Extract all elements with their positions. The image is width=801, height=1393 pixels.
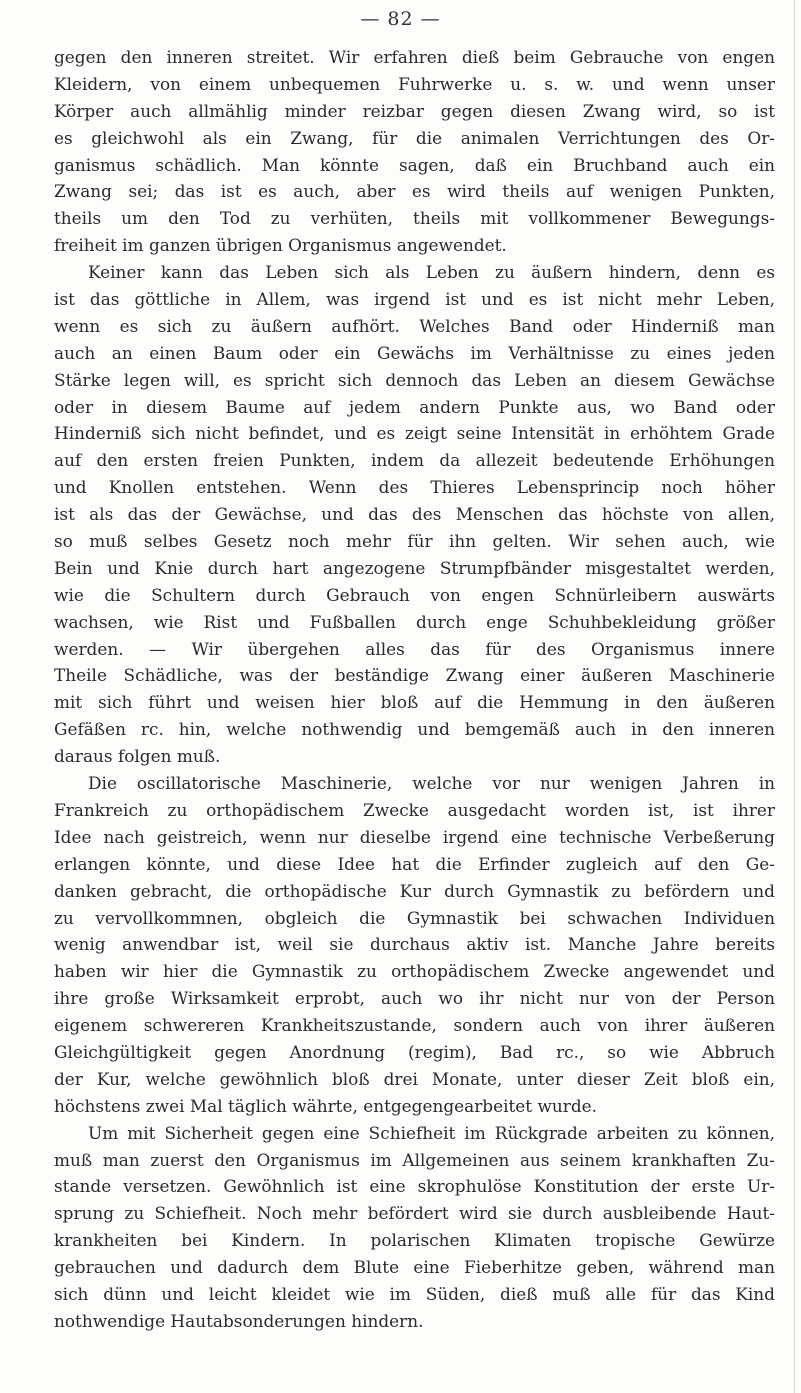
paragraph-end-line: nothwendige Hautabsonderungen hindern. (54, 1310, 424, 1331)
text-line: Frankreich zu orthopädischem Zwecke ausgedacht worden ist, ist ihrer (54, 799, 775, 820)
text-line: Idee nach geistreich, wenn nur dieselbe irgend eine technische Verbeßerung (54, 826, 775, 847)
text-line: werden. — Wir übergehen alles das für des Organismus innere (54, 638, 775, 659)
text-line: auch an einen Baum oder ein Gewächs im Verhältnisse zu eines jeden (54, 342, 775, 363)
text-line: sich dünn und leicht kleidet wie im Süden, dieß muß alle für das Kind (54, 1283, 775, 1304)
text-line: gebrauchen und dadurch dem Blute eine Fieberhitze geben, während man (54, 1257, 775, 1278)
text-line: ist als das der Gewächse, und das des Menschen das höchste von allen, (54, 504, 775, 525)
paragraph-start-line: Keiner kann das Leben sich als Leben zu äußern hindern, denn es (88, 262, 775, 283)
paragraph-end-line: freiheit im ganzen übrigen Organismus angewendet. (54, 235, 507, 256)
text-line: eigenem schwereren Krankheitszustande, sondern auch von ihrer äußeren (54, 1015, 775, 1036)
text-line: auf den ersten freien Punkten, indem da allezeit bedeutende Erhöhungen (54, 450, 775, 471)
text-line: Körper auch allmählig minder reizbar gegen diesen Zwang wird, so ist (54, 100, 775, 121)
text-line: wachsen, wie Rist und Fußballen durch enge Schuhbekleidung größer (54, 611, 775, 632)
text-line: wenig anwendbar ist, weil sie durchaus aktiv ist. Manche Jahre bereits (54, 934, 775, 955)
text-line: erlangen könnte, und diese Idee hat die Erfinder zugleich auf den Ge- (54, 853, 775, 874)
text-line: und Knollen entstehen. Wenn des Thieres Lebensprincip noch höher (54, 477, 775, 498)
text-line: wie die Schultern durch Gebrauch von engen Schnürleibern auswärts (54, 584, 775, 605)
text-line: oder in diesem Baume auf jedem andern Punkte aus, wo Band oder (54, 396, 775, 417)
text-line: haben wir hier die Gymnastik zu orthopädischem Zwecke angewendet und (54, 961, 775, 982)
paragraph-end-line: daraus folgen muß. (54, 746, 221, 767)
text-line: es gleichwohl als ein Zwang, für die animalen Verrichtungen des Or- (54, 127, 775, 148)
paragraph-end-line: höchstens zwei Mal täglich währte, entgegengearbeitet wurde. (54, 1095, 598, 1116)
text-line: ganismus schädlich. Man könnte sagen, daß ein Bruchband auch ein (54, 154, 775, 175)
text-line: Kleidern, von einem unbequemen Fuhrwerke u. s. w. und wenn unser (54, 73, 775, 94)
text-line: mit sich führt und weisen hier bloß auf die Hemmung in den äußeren (54, 692, 775, 713)
text-line: gegen den inneren streitet. Wir erfahren dieß beim Gebrauche von engen (54, 47, 775, 67)
paragraph-start-line: Um mit Sicherheit gegen eine Schiefheit im Rückgrade arbeiten zu können, (88, 1122, 775, 1143)
page-number: — 82 — (360, 8, 441, 30)
text-line: der Kur, welche gewöhnlich bloß drei Monate, unter dieser Zeit bloß ein, (54, 1068, 775, 1089)
text-line: Stärke legen will, es spricht sich dennoch das Leben an diesem Gewächse (54, 369, 775, 390)
page-edge-line (794, 0, 795, 1393)
text-line: ist das göttliche in Allem, was irgend ist und es ist nicht mehr Leben, (54, 289, 775, 310)
text-line: so muß selbes Gesetz noch mehr für ihn gelten. Wir sehen auch, wie (54, 531, 775, 552)
text-line: sprung zu Schiefheit. Noch mehr befördert wird sie durch ausbleibende Haut- (54, 1203, 775, 1224)
body-text (54, 44, 775, 1335)
text-line: theils um den Tod zu verhüten, theils mit vollkommener Bewegungs- (54, 208, 775, 229)
text-line: Gefäßen rc. hin, welche nothwendig und bemgemäß auch in den inneren (54, 719, 775, 740)
text-line: Zwang sei; das ist es auch, aber es wird theils auf wenigen Punkten, (54, 181, 775, 202)
text-line: danken gebracht, die orthopädische Kur durch Gymnastik zu befördern und (54, 880, 775, 901)
text-line: wenn es sich zu äußern aufhört. Welches Band oder Hinderniß man (54, 315, 775, 336)
text-line: Gleichgültigkeit gegen Anordnung (regim), Bad rc., so wie Abbruch (54, 1041, 775, 1062)
text-line: Theile Schädliche, was der beständige Zwang einer äußeren Maschinerie (54, 665, 775, 686)
paragraph-start-line: Die oscillatorische Maschinerie, welche vor nur wenigen Jahren in (88, 773, 775, 794)
text-line: zu vervollkommnen, obgleich die Gymnastik bei schwachen Individuen (54, 907, 775, 928)
text-line: stande versetzen. Gewöhnlich ist eine skrophulöse Konstitution der erste Ur- (54, 1176, 775, 1197)
text-line: Bein und Knie durch hart angezogene Strumpfbänder misgestaltet werden, (54, 557, 775, 578)
text-line: muß man zuerst den Organismus im Allgemeinen aus seinem krankhaften Zu- (54, 1149, 775, 1170)
text-line: ihre große Wirksamkeit erprobt, auch wo ihr nicht nur von der Person (54, 988, 775, 1009)
text-line: krankheiten bei Kindern. In polarischen Klimaten tropische Gewürze (54, 1230, 775, 1251)
text-line: Hinderniß sich nicht befindet, und es zeigt seine Intensität in erhöhtem Grade (54, 423, 775, 444)
